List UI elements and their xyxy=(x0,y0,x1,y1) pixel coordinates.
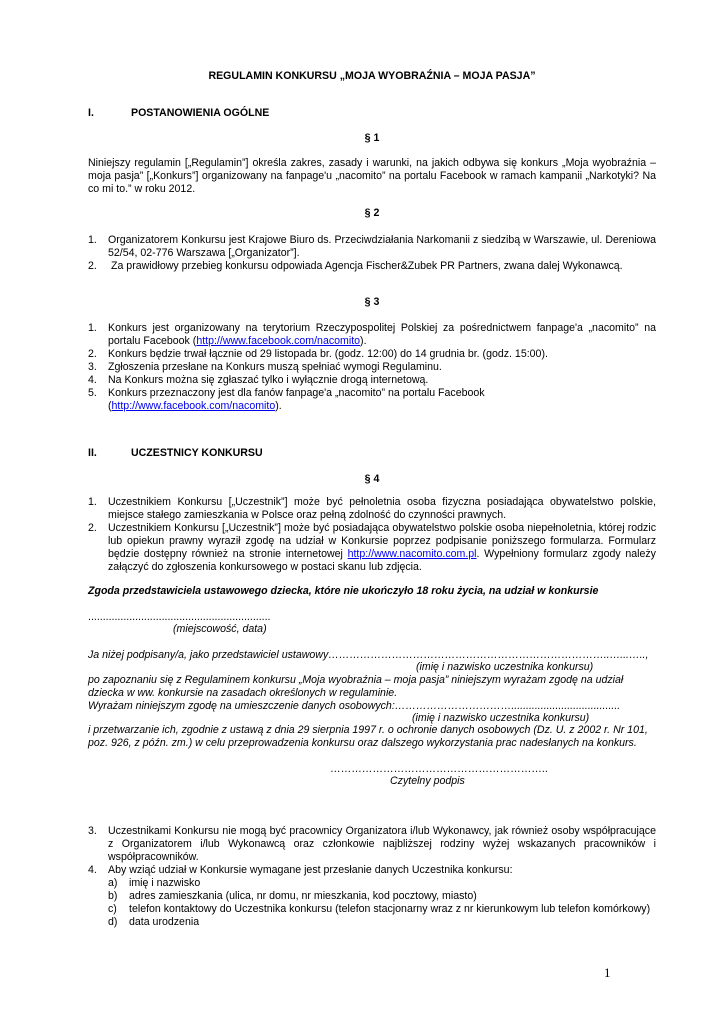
sub-list-item xyxy=(108,903,656,916)
data-processing-text: i przetwarzanie ich, zgodnie z ustawą z dnia 29 sierpnia 1997 r. o ochronie danych osobowych (Dz. U. z 2002 r. Nr 101, poz. 926, z późn. zm.) w celu przeprowadzenia konkursu oraz dalszego wykorzystania prac nadesłanych na konkurs. xyxy=(88,724,648,749)
sub-list-item xyxy=(108,877,656,890)
sub-item-letter: d) xyxy=(108,916,118,928)
list-item xyxy=(88,825,656,864)
list-item xyxy=(88,374,656,387)
list-item-number: 2. xyxy=(88,348,97,360)
list-item-number: 2. xyxy=(88,522,97,534)
paragraph-1-text: Niniejszy regulamin [„Regulamin”] określa zakres, zasady i warunki, na jakich odbywa się konkurs „Moja wyobraźnia – moja pasja” [„Konkurs”] organizowany na fanpage'u „nacomito” na portalu Facebook w ramach kampanii „Narkotyki? Na co mi to.” w roku 2012. xyxy=(88,157,656,195)
list-item xyxy=(88,496,656,522)
representative-text: Ja niżej podpisany/a, jako przedstawiciel ustawowy xyxy=(88,649,329,661)
sub-item-text: imię i nazwisko xyxy=(129,877,201,889)
list-item-text-start: ( xyxy=(108,400,112,412)
list-item-text: Uczestnikami Konkursu nie mogą być pracownicy Organizatora i/lub Wykonawcy, jak również osoby współpracujące z Organizatorem i/lub Wykonawcą oraz członkowie najbliższej rodziny wyżej wskazanych pracowników i współpracowników. xyxy=(108,825,656,863)
list-item-text: Uczestnikiem Konkursu [„Uczestnik”] może być posiadająca obywatelstwo polskie osoba niepełnoletnia, której rodzic lub opiekun prawny wyraził zgodę na udział w Konkursie poprzez podpisanie poniższego formularza. Formularz będzie dostępny również na stronie internetowej xyxy=(108,522,656,560)
consent-form-heading: Zgoda przedstawiciela ustawowego dziecka, które nie ukończyło 18 roku życia, na udział w konkursie xyxy=(88,585,599,597)
signature-label: Czytelny podpis xyxy=(390,775,465,787)
facebook-link[interactable]: http://www.facebook.com/nacomito xyxy=(111,400,276,412)
list-item-number: 3. xyxy=(88,361,97,373)
list-item xyxy=(88,234,656,260)
sub-item-letter: c) xyxy=(108,903,117,915)
list-item-text-end: ). xyxy=(360,335,367,347)
sub-item-letter: a) xyxy=(108,877,118,889)
page-number: 1 xyxy=(604,965,611,980)
paragraph-3-list xyxy=(88,322,656,413)
list-item-text: Konkurs przeznaczony jest dla fanów fanpage'a „nacomito” na portalu Facebook xyxy=(108,387,485,399)
paragraph-4-sign: § 4 xyxy=(364,473,380,485)
list-item xyxy=(88,322,656,348)
signature-line: …………………………………………………….. xyxy=(330,763,548,775)
list-item-text: Zgłoszenia przesłane na Konkurs muszą spełniać wymogi Regulaminu. xyxy=(108,361,442,373)
section-2-heading: UCZESTNICY KONKURSU xyxy=(131,447,263,459)
sub-list-item xyxy=(108,890,656,903)
list-item xyxy=(88,522,656,574)
list-item-number: 5. xyxy=(88,387,97,399)
list-item-number: 1. xyxy=(88,322,97,334)
list-item xyxy=(88,260,656,273)
list-item-text: Organizatorem Konkursu jest Krajowe Biuro ds. Przeciwdziałania Narkomanii z siedzibą w Warszawie, ul. Dereniowa 52/54, 02-776 Warszawa [„Organizator”]. xyxy=(108,234,656,259)
sub-item-letter: b) xyxy=(108,890,118,902)
paragraph-2-list xyxy=(88,234,656,273)
paragraph-4-list xyxy=(88,496,656,574)
list-item-text: Na Konkurs można się zgłaszać tylko i wyłącznie drogą internetową. xyxy=(108,374,429,386)
list-item-number: 4. xyxy=(88,864,97,876)
section-1-heading: POSTANOWIENIA OGÓLNE xyxy=(131,107,270,119)
list-item xyxy=(88,387,656,413)
paragraph-3-sign: § 3 xyxy=(364,296,380,308)
list-item-number: 2. xyxy=(88,260,97,272)
list-item-text: Uczestnikiem Konkursu [„Uczestnik”] może być pełnoletnia osoba fizyczna posiadająca obywatelstwo polskie, miejsce stałego zamieszkania w Polsce oraz pełną zdolność do czynności prawnych. xyxy=(108,496,656,521)
section-2-number: II. xyxy=(88,447,97,459)
list-item-text-end: . Wypełniony formularz zgody należy załączyć do zgłoszenia konkursowego w postaci skanu lub zdjęcia. xyxy=(108,548,656,573)
consent-participation-text: po zapoznaniu się z Regulaminem konkursu „Moja wyobraźnia – moja pasja” niniejszym wyrażam zgodę na udział dziecka w ww. konkursie na zasadach określonych w regulaminie. xyxy=(88,674,624,699)
list-item xyxy=(88,864,656,929)
sub-list-item xyxy=(108,916,656,929)
list-item-number: 1. xyxy=(88,234,97,246)
nacomito-website-link[interactable]: http://www.nacomito.com.pl xyxy=(347,548,477,560)
section-1-number: I. xyxy=(88,107,94,119)
facebook-link[interactable]: http://www.facebook.com/nacomito xyxy=(196,335,361,347)
list-item xyxy=(88,361,656,374)
place-date-line: .............................................................. xyxy=(88,611,271,623)
data-consent-fill-line: ……………………………..................................... xyxy=(394,700,621,712)
sub-item-text: adres zamieszkania (ulica, nr domu, nr mieszkania, kod pocztowy, miasto) xyxy=(129,890,477,902)
representative-fill-line: ……………………………………………………………………..…...….., xyxy=(328,649,649,661)
participant-name-label: (imię i nazwisko uczestnika konkursu) xyxy=(416,661,594,673)
document-title: REGULAMIN KONKURSU „MOJA WYOBRAŹNIA – MOJA PASJA” xyxy=(208,70,536,82)
list-item-text: Za prawidłowy przebieg konkursu odpowiada Agencja Fischer&Zubek PR Partners, zwana dalej Wykonawcą. xyxy=(111,260,623,272)
paragraph-2-sign: § 2 xyxy=(364,207,380,219)
list-item-number: 4. xyxy=(88,374,97,386)
list-item-number: 1. xyxy=(88,496,97,508)
list-item xyxy=(88,348,656,361)
sub-item-text: telefon kontaktowy do Uczestnika konkursu (telefon stacjonarny wraz z nr kierunkowym lub telefon komórkowy) xyxy=(129,903,651,915)
list-item-text-end: ). xyxy=(275,400,282,412)
paragraph-4-list-continued xyxy=(88,825,656,929)
list-item-text: Aby wziąć udział w Konkursie wymagane jest przesłanie danych Uczestnika konkursu: xyxy=(108,864,513,876)
list-item-text: Konkurs będzie trwał łącznie od 29 listopada br. (godz. 12:00) do 14 grudnia br. (godz. 15:00). xyxy=(108,348,548,360)
sub-item-text: data urodzenia xyxy=(129,916,200,928)
list-item-number: 3. xyxy=(88,825,97,837)
data-consent-text: Wyrażam niniejszym zgodę na umieszczenie danych osobowych: xyxy=(88,700,395,712)
place-date-label: (miejscowość, data) xyxy=(173,623,267,635)
paragraph-1-sign: § 1 xyxy=(364,132,380,144)
participant-name-label: (imię i nazwisko uczestnika konkursu) xyxy=(412,712,590,724)
list-item-text: Konkurs jest organizowany na terytorium Rzeczypospolitej Polskiej za pośrednictwem fanpage'a „nacomito” na portalu Facebook ( xyxy=(108,322,656,347)
